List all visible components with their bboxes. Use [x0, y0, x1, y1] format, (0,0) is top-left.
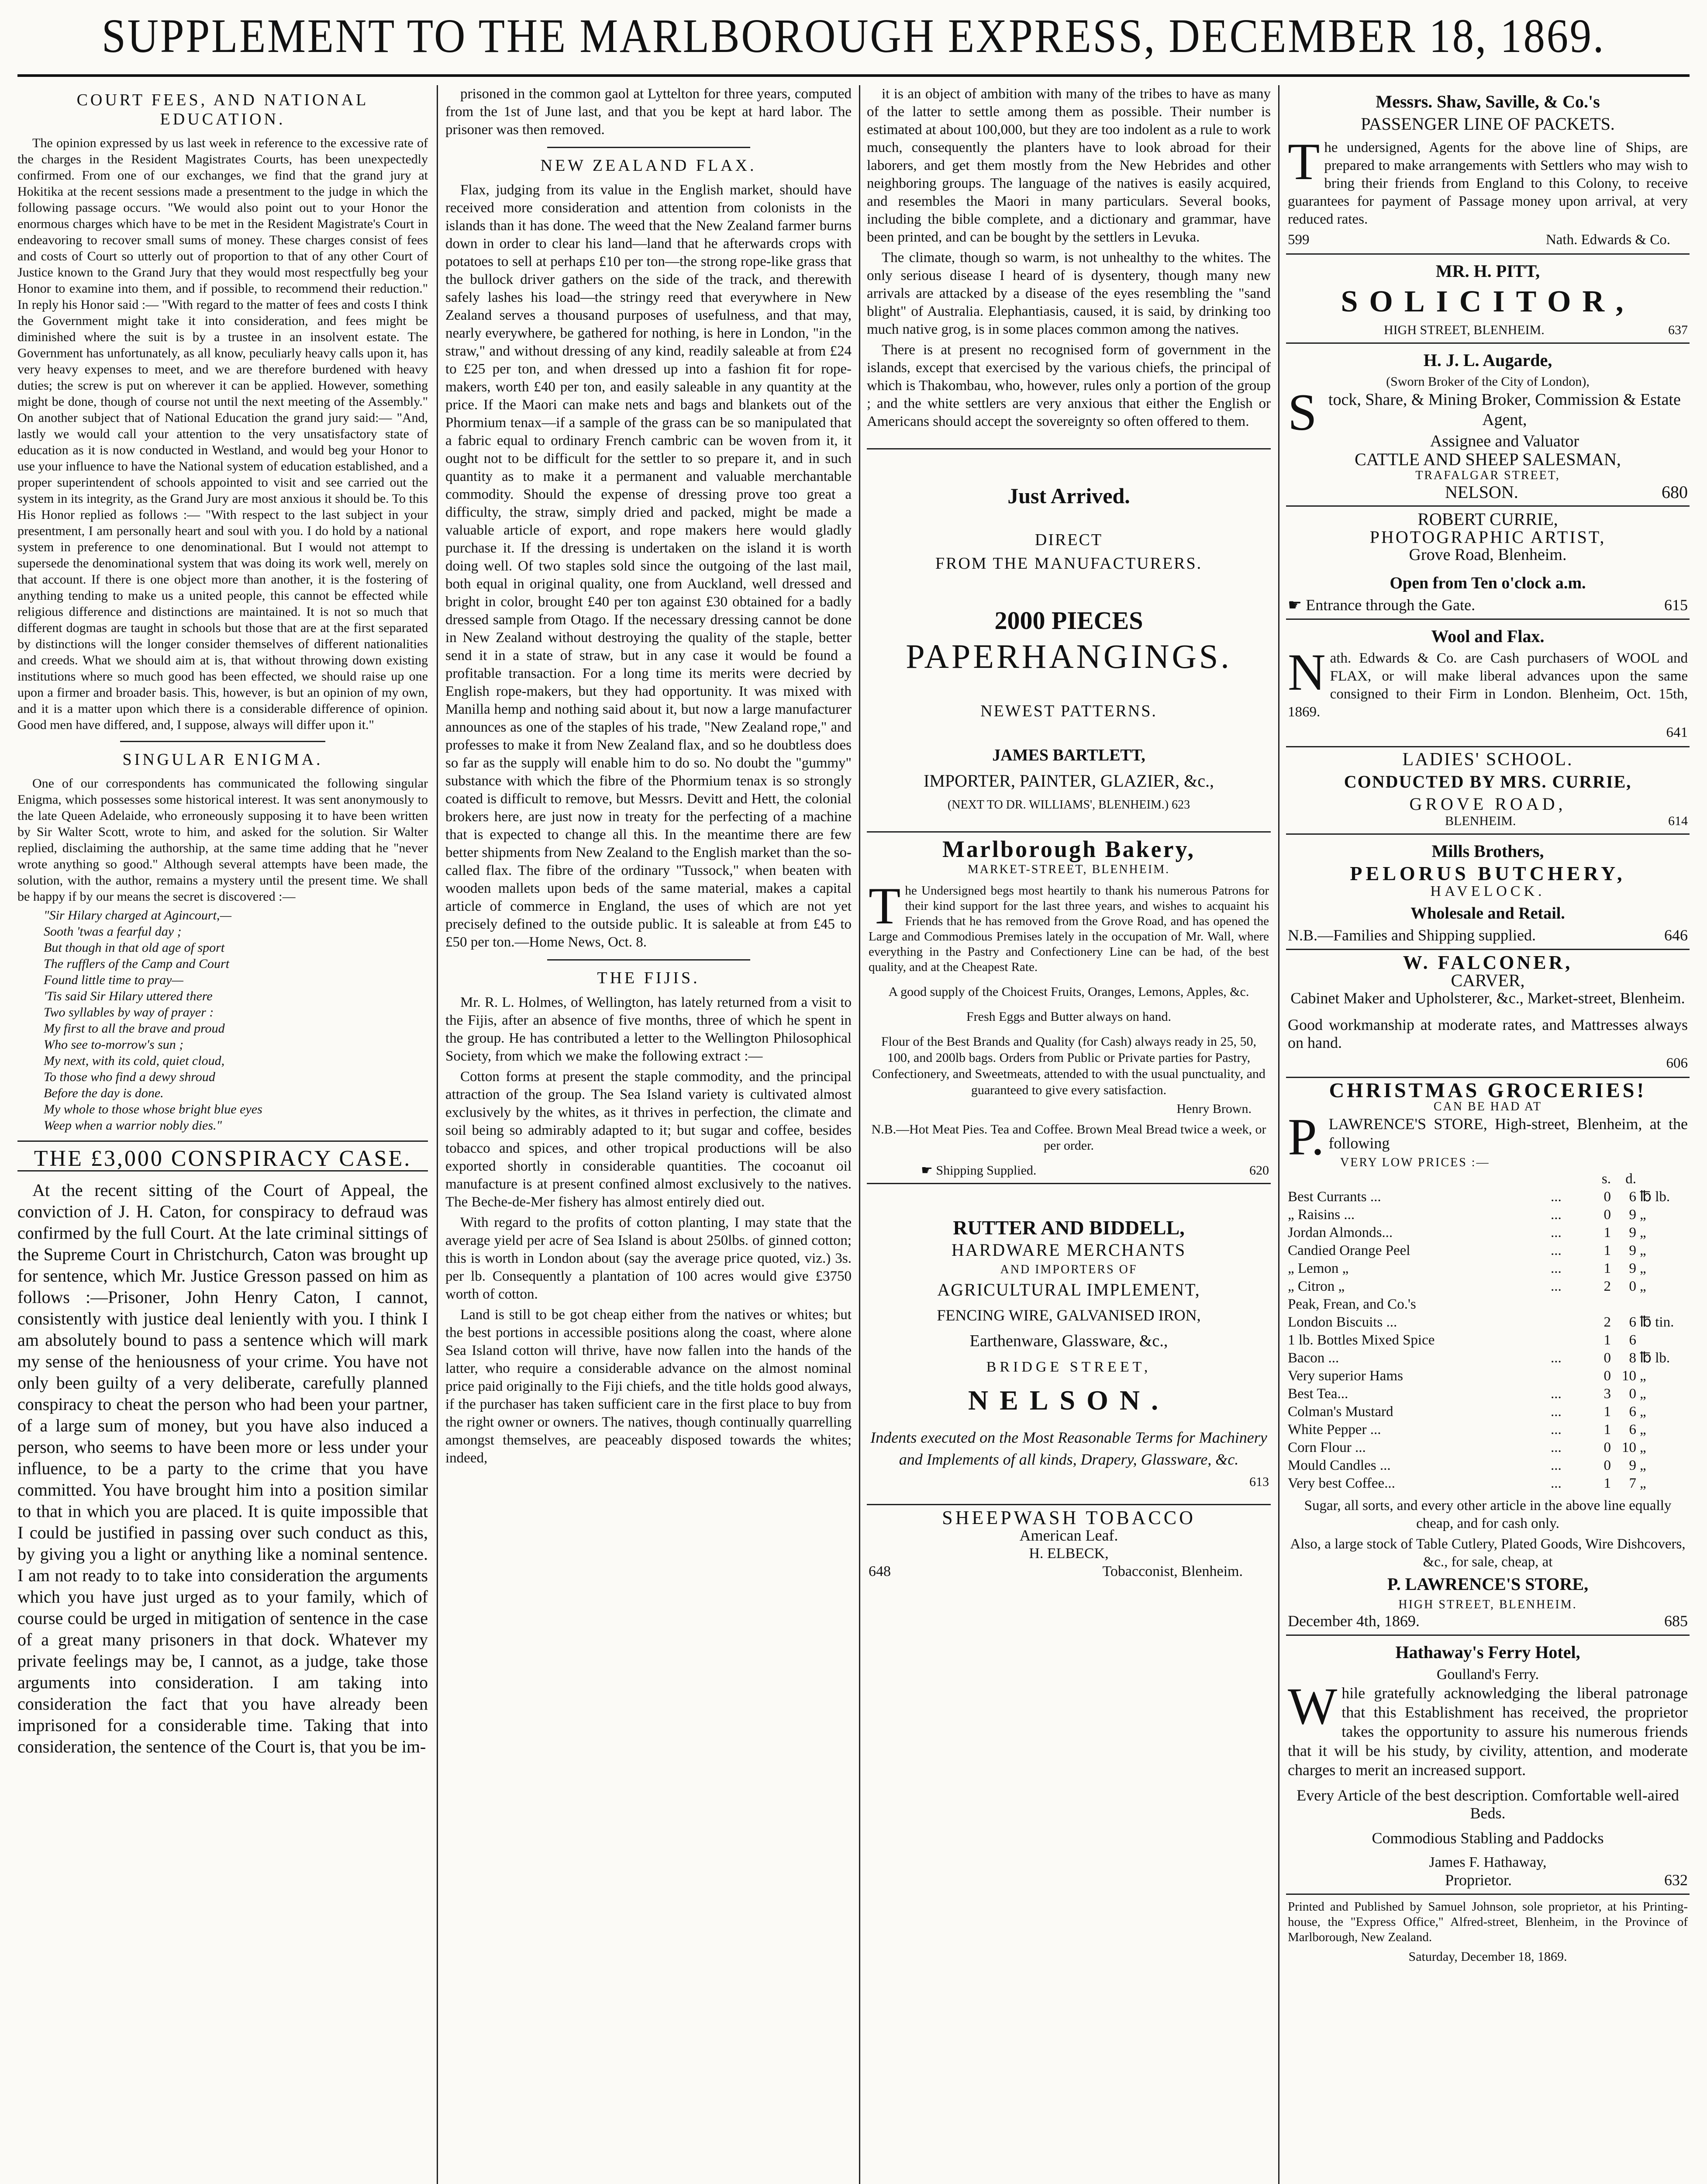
price-shillings: 1 [1604, 1225, 1611, 1241]
price-pence [1611, 1296, 1636, 1313]
price-pence: 6 [1629, 1404, 1636, 1420]
price-unit [1636, 1331, 1688, 1349]
price-list [1288, 1170, 1688, 1188]
price-pence: 6 [1629, 1332, 1636, 1348]
poem-line: Before the day is done. [44, 1086, 164, 1100]
article-body: Flax, judging from its value in the English market, should have received more consideration and attention from colonists in the islands than it has done. The weed that the New Zealand farmer burns down in order to clear his land—land that he afterwards crops with potatoes to sell at perhaps £10 per ton—the strong rope-like grass that the bullock driver gathers on the side of the track, and therewith safely lashes his load—the stringy reed that everywhere in New Zealand serves a thousand purposes of usefulness, and that may, nearly everywhere, be gathered for nothing, is here in London, "in the straw," and without dressing of any kind, readily saleable at from £24 to £25 per ton, and when dressed up into a fashion fit for rope-makers, worth £40 per ton, and easily saleable in any quantity at the price. If the Maori can make nets and bags and blankets out of the Phormium tenax—if a sample of the grass can be so manipulated that a fabric equal to ordinary French cambric can be woven from it, it ought not to be difficult for the settler to so prepare it, and in such quantity as to make it a permanent and valuable merchantable commodity. Should the expense of dressing prove too great a difficulty, the straw, simply dried and packed, might be made a valuable article of export, and rope makers here would gladly purchase it. If the dressing is undertaken on the island it is worth doing well. Of two staples sold since the outgoing of the last mail, both equal in original quality, one from Auckland, well dressed and bright in color, brought £40 per ton against £30 obtained for a badly dressed sample from Otago. If the necessary dressing cannot be done in New Zealand without destroying the quality of the staple, better send it in a state of straw, but in any case it would be found a profitable transaction. For a long time its merits were decried by English rope-makers, but they had opportunity. It was mixed with Manilla hemp and nothing said about it, but now a large manufacturer announces as one of the staples of his trade, "New Zealand rope," and professes to make it from New Zealand flax, and so he doubtless does so far as the supply will enable him to do so. No doubt the "gummy" substance with which the fibre of the Phormium tenax is so strongly coated is difficult to remove, but Messrs. Devitt and Hett, the colonial brokers here, are just now in treaty for the perfecting of a machine that is expected to change all this. In the meantime there are few better shipments from New Zealand to the English market than the so-called flax. The fibre of the ordinary "Tussock," when beaten with wooden mallets upon beds of the same material, makes a capital article of commerce in England, the uses of which are not yet precisely defined to the outside public. It is saleable at from £45 to £50 per ton.—Home News, Oct. 8. [445, 182, 852, 950]
price-unit: ℔ lb. [1640, 1350, 1670, 1366]
item-dots: ... [1551, 1189, 1562, 1205]
ad-body: The Undersigned begs most heartily to thank his numerous Patrons for their kind support for the last three years, and wishes to acquaint his Friends that he has removed from the Grove Road, and has opened the Large and Commodious Premises lately in the occupation of Mr. Wall, where everything in the Pastry and Confectionery Line can be had, of the best quality, and at the Cheapest Rate. [869, 877, 1269, 974]
price-unit: „ [1640, 1368, 1646, 1384]
ad-number: 646 [1664, 926, 1688, 944]
ad-line: TRAFALGAR STREET, [1415, 469, 1560, 482]
item-dots [1551, 1331, 1586, 1349]
ad-line: Proprietor. [1445, 1871, 1512, 1889]
price-pence: 9 [1629, 1243, 1636, 1258]
price-shillings: 1 [1604, 1476, 1611, 1491]
item-name: Mould Candles ... [1288, 1458, 1391, 1473]
price-pence: 9 [1629, 1225, 1636, 1241]
price-unit: „ [1640, 1279, 1646, 1294]
ad-line: CONDUCTED BY MRS. CURRIE, [1344, 772, 1632, 791]
column-divider [437, 85, 438, 2184]
ad-line: Assignee and Valuator [1430, 432, 1579, 450]
item-name: „ Raisins ... [1288, 1207, 1355, 1223]
ad-line: Open from Ten o'clock a.m. [1390, 574, 1586, 592]
poem-line: But though in that old age of sport [44, 940, 225, 955]
ad-line: GROVE ROAD, [1409, 794, 1566, 814]
article-body: One of our correspondents has communicated the following singular Enigma, which possesses some historical interest. It was sent anonymously to the late Queen Adelaide, who erroneously supposing it to have been written by Sir Walter Scott, wrote to him, and asked for the solution. Sir Walter replied, disclaiming the authorship, at the same time adding that he "never wrote anything so good." Although several attempts have been made, the solution, with the author, remains a mystery until the present time. We shall be happy if by our means the secret is discovered :— [17, 776, 428, 904]
ad-line: BRIDGE STREET, [986, 1359, 1152, 1375]
item-name: White Pepper ... [1288, 1422, 1381, 1438]
ad-number: 641 [1666, 725, 1688, 740]
divider [120, 741, 325, 742]
ad-rutter [867, 1184, 1271, 1505]
item-dots: ... [1551, 1207, 1562, 1223]
ad-line: HIGH STREET, BLENHEIM. [1384, 323, 1545, 337]
price-shillings: 0 [1604, 1189, 1611, 1205]
price-row [1288, 1296, 1688, 1313]
price-row [1288, 1439, 1688, 1457]
ad-line: Stock, Share, & Mining Broker, Commission & Estate Agent, [1288, 383, 1681, 441]
ad-line: MARKET-STREET, BLENHEIM. [967, 863, 1170, 876]
price-row [1288, 1188, 1688, 1206]
ad-body: P.LAWRENCE'S STORE, High-street, Blenheim, at the following [1288, 1108, 1688, 1166]
ad-bartlett [867, 456, 1271, 833]
price-unit: „ [1640, 1386, 1646, 1402]
divider [547, 959, 750, 961]
article-title: COURT FEES, AND NATIONAL EDUCATION. [76, 91, 369, 128]
poem-line: Who see to-morrow's sun ; [44, 1037, 184, 1052]
price-pence: 10 [1622, 1368, 1636, 1384]
ad-line: N.B.—Families and Shipping supplied. [1288, 926, 1536, 944]
price-shillings: 0 [1604, 1207, 1611, 1223]
price-unit: „ [1640, 1458, 1646, 1473]
ad-line: P. LAWRENCE'S STORE, [1387, 1574, 1589, 1594]
article-body: There is at present no recognised form of government in the islands, except that exercised by the various chiefs, the principal of which is Thakombau, who, however, rules only a portion of the group ; and the white settlers are very anxious that either the English or Americans should accept the sovereignty so often offered to them. [867, 342, 1271, 429]
item-dots [1551, 1367, 1586, 1385]
article-title: THE £3,000 CONSPIRACY CASE. [17, 1150, 428, 1171]
price-row [1288, 1457, 1688, 1475]
price-row [1288, 1367, 1688, 1385]
item-dots: ... [1551, 1404, 1562, 1420]
price-row [1288, 1403, 1688, 1421]
poem-line: My next, with its cold, quiet cloud, [44, 1054, 225, 1068]
ad-line: FENCING WIRE, GALVANISED IRON, [937, 1306, 1201, 1324]
item-dots: ... [1551, 1422, 1562, 1438]
poem-line: 'Tis said Sir Hilary uttered there [44, 989, 213, 1003]
poem-line: My first to all the brave and proud [44, 1021, 225, 1036]
ad-signature: Henry Brown. [1176, 1102, 1252, 1116]
price-header: d. [1625, 1171, 1636, 1187]
article-title: THE FIJIS. [597, 969, 700, 987]
ad-heading: SHEEPWASH TOBACCO [942, 1507, 1196, 1528]
price-shillings: 3 [1604, 1386, 1611, 1402]
item-name: Very superior Hams [1288, 1368, 1403, 1384]
item-name: Best Currants ... [1288, 1189, 1381, 1205]
ad-line: CATTLE AND SHEEP SALESMAN, [1355, 449, 1621, 469]
item-dots: ... [1551, 1225, 1562, 1241]
ad-number: 599 [1288, 232, 1310, 248]
item-name: Bacon ... [1288, 1350, 1339, 1366]
ad-heading: CHRISTMAS GROCERIES! [1329, 1079, 1647, 1102]
ad-line: DIRECT [1035, 531, 1103, 549]
item-name: Peak, Frean, and Co.'s [1288, 1296, 1416, 1312]
price-unit: „ [1640, 1261, 1646, 1276]
ad-pitt [1286, 255, 1690, 344]
ad-hathaway [1286, 1636, 1690, 1895]
column-divider [1278, 85, 1279, 2184]
price-pence: 7 [1629, 1476, 1636, 1491]
poem-line: My whole to those whose bright blue eyes [44, 1102, 262, 1116]
ad-line: VERY LOW PRICES :— [1340, 1156, 1490, 1169]
ad-line: JAMES BARTLETT, [992, 746, 1145, 764]
price-shillings: 1 [1604, 1404, 1611, 1420]
item-dots: ... [1551, 1458, 1562, 1473]
ad-line: December 4th, 1869. [1288, 1612, 1420, 1630]
price-pence: 9 [1629, 1261, 1636, 1276]
price-unit: „ [1640, 1404, 1646, 1420]
divider [17, 1140, 428, 1142]
ad-number: 685 [1664, 1612, 1688, 1630]
price-row [1288, 1331, 1688, 1349]
item-name: Best Tea... [1288, 1386, 1348, 1402]
item-dots: ... [1551, 1279, 1562, 1294]
ad-line: Earthenware, Glassware, &c., [969, 1332, 1168, 1350]
price-unit [1636, 1296, 1688, 1313]
masthead: SUPPLEMENT TO THE MARLBOROUGH EXPRESS, DECEMBER 18, 1869. [101, 9, 1606, 62]
article-body: Cotton forms at present the staple commodity, and the principal attraction of the group. The Sea Island variety is cultivated almost exclusively by the whites, as it thrives in perfection, the climate and soil being so admirably adapted to it; but sugar and coffee, besides tobacco and spices, and other tropical productions will be also exported shortly in considerable quantities. The cocoanut oil manufacture is at present confined almost exclusively to the natives. The Beche-de-Mer fishery has almost entirely died out. [445, 1069, 852, 1210]
price-shillings: 0 [1604, 1440, 1611, 1455]
ad-heading: LADIES' SCHOOL. [1402, 750, 1573, 770]
price-unit: ℔ tin. [1640, 1314, 1674, 1330]
item-dots [1551, 1296, 1586, 1313]
ad-number: 648 [869, 1563, 891, 1579]
price-row [1288, 1278, 1688, 1296]
price-shillings: 0 [1604, 1368, 1611, 1384]
ad-body: Commodious Stabling and Paddocks [1372, 1829, 1604, 1847]
item-name: Candied Orange Peel [1288, 1243, 1410, 1258]
article-body: Land is still to be got cheap either from the natives or whites; but the best portions in accessible positions along the coast, where alone Sea Island cotton will thrive, have now fallen into the hands of the latter, who require a considerable advance on the almost nominal price paid originally to the Fiji chiefs, and the title holds good always, if the purchaser has taken sufficient care in the first place to buy from the right owner or owners. The natives, though continually quarrelling amongst themselves, are peaceably disposed towards the whites; indeed, [445, 1307, 852, 1466]
price-pence: 9 [1629, 1458, 1636, 1473]
ad-body: Indents executed on the Most Reasonable Terms for Machinery and Implements of all kinds, Drapery, Glassware, &c. [870, 1429, 1267, 1468]
ad-line: Grove Road, Blenheim. [1409, 546, 1567, 564]
price-pence: 10 [1622, 1440, 1636, 1455]
ad-line: BLENHEIM. [1445, 814, 1516, 828]
ad-line: NEWEST PATTERNS. [980, 702, 1157, 720]
ad-line: PASSENGER LINE OF PACKETS. [1361, 114, 1615, 134]
price-shillings: 2 [1604, 1314, 1611, 1330]
price-shillings: 1 [1604, 1261, 1611, 1276]
price-unit: „ [1640, 1440, 1646, 1455]
ad-number: 606 [1666, 1055, 1688, 1071]
imprint-date: Saturday, December 18, 1869. [1408, 1949, 1567, 1964]
column-4 [1286, 85, 1690, 2184]
ad-line: HARDWARE MERCHANTS [951, 1240, 1186, 1260]
ad-heading: Messrs. Shaw, Saville, & Co.'s [1376, 92, 1600, 111]
ad-ladies-school [1286, 747, 1690, 835]
ad-heading: W. FALCONER, [1403, 952, 1573, 973]
ad-line: (NEXT TO DR. WILLIAMS', BLENHEIM.) 623 [947, 798, 1190, 812]
item-dots: ... [1551, 1476, 1562, 1491]
price-unit: „ [1640, 1476, 1646, 1491]
ad-line: Shipping Supplied. [936, 1163, 1037, 1178]
ad-heading: Just Arrived. [1007, 484, 1130, 508]
price-pence: 6 [1629, 1422, 1636, 1438]
ad-line: Entrance through the Gate. [1306, 596, 1476, 614]
item-name: Corn Flour ... [1288, 1440, 1366, 1455]
ad-line: American Leaf. [1019, 1527, 1118, 1544]
article-body: With regard to the profits of cotton planting, I may state that the average yield per acre of Sea Island is about 250lbs. of ginned cotton; this is worth in London about (say the average price quoted, viz.) 3s. per lb. Consequently a plantation of 100 acres would give £3750 worth of cotton. [445, 1215, 852, 1302]
price-shillings: 0 [1604, 1350, 1611, 1366]
ad-signature: James F. Hathaway, [1429, 1854, 1547, 1870]
ad-number: 632 [1664, 1871, 1688, 1889]
price-shillings [1586, 1296, 1611, 1313]
price-row [1288, 1349, 1688, 1367]
article-body: At the recent sitting of the Court of Appeal, the conviction of J. H. Caton, for conspiracy to defraud was confirmed by the full Court. At the late criminal sittings of the Supreme Court in Christchurch, Caton was brought up for sentence, which Mr. Justice Gresson passed on him as follows :—Prisoner, John Henry Caton, I cannot, consistently with justice deal leniently with you. I think I am absolutely bound to pass a sentence which will mark my sense of the heniousness of your crime. You have not only been guilty of a very deliberate, carefully planned conspiracy to cheat the person who had been your partner, of a large sum of money, but you have also induced a person, who seems to have been more or less under your influence, to be a party to the crime that you have committed. You have brought him into a position similar to that in which you are placed. It is quite impossible that I could be justified in passing over such conduct as this, by giving you a light or anything like a nominal sentence. I am not ready to to take into consideration the arguments which you have just urged as to your family, which of course could be urged in mitigation of sentence in the case of a great many prisoners in that dock. Whatever my private feelings may be, I cannot, as a judge, take those arguments into consideration. I am taking into consideration the fact that you have already been imprisoned for a considerable time. Taking that into consideration, the sentence of the Court is, that you be im- [17, 1180, 428, 1756]
ad-falconer [1286, 950, 1690, 1078]
ad-line: Goulland's Ferry. [1436, 1666, 1539, 1683]
price-row [1288, 1475, 1688, 1493]
ad-line: IMPORTER, PAINTER, GLAZIER, &c., [924, 771, 1214, 791]
ad-shaw-saville [1286, 85, 1690, 255]
ad-body: Also, a large stock of Table Cutlery, Plated Goods, Wire Dishcovers, &c., for sale, cheap, at [1290, 1536, 1686, 1570]
price-pence: 0 [1629, 1279, 1636, 1294]
ad-heading: 2000 PIECES [994, 606, 1143, 635]
price-shillings: 1 [1604, 1332, 1611, 1348]
item-name: London Biscuits ... [1288, 1314, 1397, 1330]
price-row [1288, 1313, 1688, 1331]
masthead-rule [17, 74, 1690, 77]
ad-heading: Mills Brothers, [1431, 841, 1544, 861]
price-pence: 8 [1629, 1350, 1636, 1366]
article-body: The climate, though so warm, is not unhealthy to the whites. The only serious disease I heard of is dysentery, though many new arrivals are attacked by a disease of the eyes resembling the "sand blight" of Australia. Elephantiasis, caused, it is said, by drinking too much native grog, is in some places common among the natives. [867, 250, 1271, 337]
ad-number: 614 [1668, 814, 1688, 828]
ad-tobacco [867, 1505, 1271, 1585]
item-dots: ... [1551, 1386, 1562, 1402]
divider [547, 147, 750, 148]
poem-line: "Sir Hilary charged at Agincourt,— [44, 908, 232, 923]
ad-heading: Wool and Flax. [1431, 626, 1545, 646]
poem-line: Sooth 'twas a fearful day ; [44, 924, 182, 939]
price-shillings: 0 [1604, 1458, 1611, 1473]
column-3 [867, 85, 1271, 2184]
ad-body: Nath. Edwards & Co. are Cash purchasers of WOOL and FLAX, or will make liberal advances upon the same consigned to their Firm in London. Blenheim, Oct. 15th, 1869. [1288, 643, 1688, 720]
price-header: s. [1601, 1171, 1611, 1187]
ad-heading: Hathaway's Ferry Hotel, [1395, 1642, 1580, 1662]
poem-line: To those who find a dewy shroud [44, 1070, 215, 1084]
ad-christmas-groceries [1286, 1078, 1690, 1636]
ad-body: Good workmanship at moderate rates, and Mattresses always on hand. [1288, 1016, 1688, 1051]
ad-number: 615 [1664, 596, 1688, 614]
poem [17, 907, 428, 1133]
item-dots [1551, 1313, 1586, 1331]
price-row [1288, 1385, 1688, 1403]
ad-number: 680 [1662, 482, 1688, 502]
item-name: Jordan Almonds... [1288, 1225, 1393, 1241]
ad-heading: Marlborough Bakery, [942, 836, 1196, 862]
price-shillings: 1 [1604, 1243, 1611, 1258]
poem-line: Weep when a warrior nobly dies." [44, 1118, 222, 1133]
price-shillings: 2 [1604, 1279, 1611, 1294]
item-name: Very best Coffee... [1288, 1476, 1395, 1491]
ad-line: NELSON. [1445, 482, 1518, 502]
ad-heading: MR. H. PITT, [1435, 261, 1540, 281]
price-unit: ℔ lb. [1640, 1189, 1670, 1205]
ad-number: 637 [1668, 323, 1688, 337]
ad-body: Fresh Eggs and Butter always on hand. [966, 1009, 1172, 1024]
ad-number: 620 [1249, 1163, 1269, 1178]
price-pence: 0 [1629, 1386, 1636, 1402]
ad-heading: RUTTER AND BIDDELL, [953, 1216, 1185, 1239]
ad-heading: H. J. L. Augarde, [1423, 350, 1552, 370]
column-divider [859, 85, 860, 2184]
item-dots: ... [1551, 1440, 1562, 1455]
item-name: „ Lemon „ [1288, 1261, 1349, 1276]
imprint-text: Printed and Published by Samuel Johnson, sole proprietor, at his Printing-house, the "Express Office," Alfred-street, Blenheim, in the Province of Marlborough, New Zealand. [1288, 1900, 1688, 1944]
article-body: prisoned in the common gaol at Lyttelton for three years, computed from the 1st of June last, and that you be kept at hard labor. The prisoner was then removed. [445, 86, 852, 138]
article-body: it is an object of ambition with many of the tribes to have as many of the latter to settle among them as possible. Their number is estimated at about 100,000, but they are too indolent as a rule to work much, consequently the planters have to look abroad for their laborers, and get them mostly from the New Hebrides and other neighboring groups. The language of the natives is easily acquired, and resembles the Maori in many particulars. Several books, including the bible complete, and a dictionary and grammar, have been printed, and can be bought by the settlers in Levuka. [867, 86, 1271, 245]
ad-line: Wholesale and Retail. [1410, 904, 1565, 923]
ad-heading: ROBERT CURRIE, [1417, 509, 1558, 529]
ad-body: Flour of the Best Brands and Quality (for Cash) always ready in 25, 50, 100, and 200lb bags. Orders from Public or Private parties for Pastry, Confectionery, and Sweetmeats, attended to with the usual punctuality, and guaranteed to give every satisfaction. [872, 1034, 1266, 1097]
ad-line: Tobacconist, Blenheim. [1102, 1563, 1243, 1579]
ad-body: Every Article of the best description. Comfortable well-aired Beds. [1297, 1787, 1679, 1822]
price-row [1288, 1206, 1688, 1224]
hand-icon: ☛ Entrance through the Gate. [1288, 596, 1476, 614]
divider [867, 448, 1271, 449]
ad-signature: Nath. Edwards & Co. [1545, 232, 1670, 248]
price-shillings: 1 [1604, 1422, 1611, 1438]
ad-line: PELORUS BUTCHERY, [1350, 862, 1626, 885]
price-unit: „ [1640, 1207, 1646, 1223]
ad-number: 613 [1249, 1475, 1269, 1489]
poem-line: Found little time to pray— [44, 973, 183, 987]
article-body: The opinion expressed by us last week in reference to the excessive rate of the charges in the Resident Magistrates Courts, has been unexpectedly confirmed. From one of our exchanges, we find that the grand jury at Hokitika at the recent sessions made a presentment to the judge in which the following passage occurs. "We would also point out to your Honor the enormous charges which have to be met in the Resident Magistrate's Court in endeavoring to recover small sums of money. These charges consist of fees and costs of Court so utterly out of proportion to that of any other Court of Justice known to the Grand Jury that they would most respectfully beg your Honor to examine into them, and if possible, to recommend their reduction." In reply his Honor said :— "With regard to the matter of fees and costs I think the Government might take it into consideration, and fees might be diminished where the suit is by a trustee in an insolvent estate. The Government has unfortunately, as all know, peculiarly heavy calls upon it, has very heavy expenses to meet, and we are therefore burdened with heavy duties; the screw is put on wherever it can be applied. However, something might be done, though of course not until the next meeting of the Assembly." On another subject that of National Education the grand jury said:— "And, lastly we would call your attention to the very unsatisfactory state of education as it is now conducted in Westland, and would beg your Honor to use your influence to have the National system of education established, and a proper superintendent of schools appointed to visit and see carried out the system in its integrity, as the Grand Jury are most anxious it should be. To this His Honor replied as follows :— "With respect to the last subject in your presentment, I am personally heart and soul with you. I do hold by a national system in preference to one denominational. But I would not attempt to supersede the denominational system that was doing its work well, merely on that account. If there is one object more than another, it is the fostering of anything tending to make us a united people, this cannot be effected while religious difference and distinctions are maintained. It is not so much that different dogmas are taught in schools but those that are at the first separated by distinctions will the longer consider themselves of different nationalities and creeds. What we should aim at is, that without throwing down existing institutions where so much good has been effected, we should raise up one upon a firmer and broader basis. This, however, is but an opinion of my own, and it is a matter upon which there is a considerable difference of opinion. Good men have differed, and, I suppose, always will differ upon it." [17, 136, 428, 732]
ad-mills [1286, 835, 1690, 950]
ad-body: While gratefully acknowledging the liberal patronage that this Establishment has received, the proprietor takes the opportunity to assure his numerous friends that it will be his study, by civility, attention, and moderate charges to merit an increased support. [1288, 1677, 1688, 1779]
item-dots: ... [1551, 1243, 1562, 1258]
item-name: Colman's Mustard [1288, 1404, 1393, 1420]
ad-line: H. ELBECK, [1029, 1545, 1109, 1562]
price-unit: „ [1640, 1243, 1646, 1258]
ad-heading: SOLICITOR, [1341, 285, 1635, 318]
ad-line: FROM THE MANUFACTURERS. [935, 554, 1203, 573]
article-title: NEW ZEALAND FLAX. [540, 156, 757, 175]
ad-body: A good supply of the Choicest Fruits, Oranges, Lemons, Apples, &c. [888, 985, 1249, 999]
ad-heading: NELSON. [968, 1385, 1170, 1416]
price-row [1288, 1260, 1688, 1278]
price-row [1288, 1224, 1688, 1242]
ad-body: The undersigned, Agents for the above line of Ships, are prepared to make arrangements with Settlers who may wish to bring their friends from England to this Colony, to receive guarantees for payment of Passage money upon arrival, at very reduced rates. [1288, 132, 1688, 227]
price-list-body [1288, 1188, 1688, 1493]
price-pence: 9 [1629, 1207, 1636, 1223]
poem-line: Two syllables by way of prayer : [44, 1005, 214, 1019]
ad-augarde [1286, 344, 1690, 507]
poem-line: The rufflers of the Camp and Court [44, 957, 230, 971]
item-name: „ Citron „ [1288, 1279, 1345, 1294]
ad-line: AGRICULTURAL IMPLEMENT, [937, 1280, 1200, 1299]
column-1 [17, 85, 428, 2184]
ad-line: PHOTOGRAPHIC ARTIST, [1369, 527, 1606, 547]
item-dots: ... [1551, 1350, 1562, 1366]
item-name: 1 lb. Bottles Mixed Spice [1288, 1332, 1435, 1348]
ad-line: AND IMPORTERS OF [1000, 1263, 1138, 1276]
price-row [1288, 1421, 1688, 1439]
price-unit: „ [1640, 1225, 1646, 1241]
article-body: Mr. R. L. Holmes, of Wellington, has lately returned from a visit to the Fijis, after an absence of five months, three of which he spent in the group. He has contributed a letter to the Wellington Philosophical Society, from which we make the following extract :— [445, 995, 852, 1064]
ad-currie [1286, 507, 1690, 620]
ad-bakery [867, 833, 1271, 1184]
price-pence: 6 [1629, 1314, 1636, 1330]
ad-line: CAN BE HAD AT [1433, 1100, 1542, 1113]
price-unit: „ [1640, 1422, 1646, 1438]
column-2 [445, 85, 852, 2184]
price-pence: 6 [1629, 1189, 1636, 1205]
ad-heading: PAPERHANGINGS. [906, 637, 1232, 675]
imprint [1286, 1895, 1690, 1970]
ad-body: Sugar, all sorts, and every other article in the above line equally cheap, and for cash only. [1304, 1498, 1672, 1531]
ad-body: Cabinet Maker and Upholsterer, &c., Market-street, Blenheim. [1290, 989, 1685, 1007]
item-dots: ... [1551, 1261, 1562, 1276]
ad-line: HAVELOCK. [1430, 883, 1545, 899]
ad-line: HIGH STREET, BLENHEIM. [1398, 1598, 1577, 1611]
price-row [1288, 1242, 1688, 1260]
ad-line: CARVER, [1451, 971, 1525, 990]
hand-icon: ☛ Shipping Supplied. [921, 1163, 1037, 1178]
article-title: SINGULAR ENIGMA. [122, 750, 323, 769]
ad-line: (Sworn Broker of the City of London), [1386, 374, 1590, 389]
ad-wool-flax [1286, 620, 1690, 747]
ad-body: N.B.—Hot Meat Pies. Tea and Coffee. Brown Meal Bread twice a week, or per order. [871, 1122, 1266, 1153]
